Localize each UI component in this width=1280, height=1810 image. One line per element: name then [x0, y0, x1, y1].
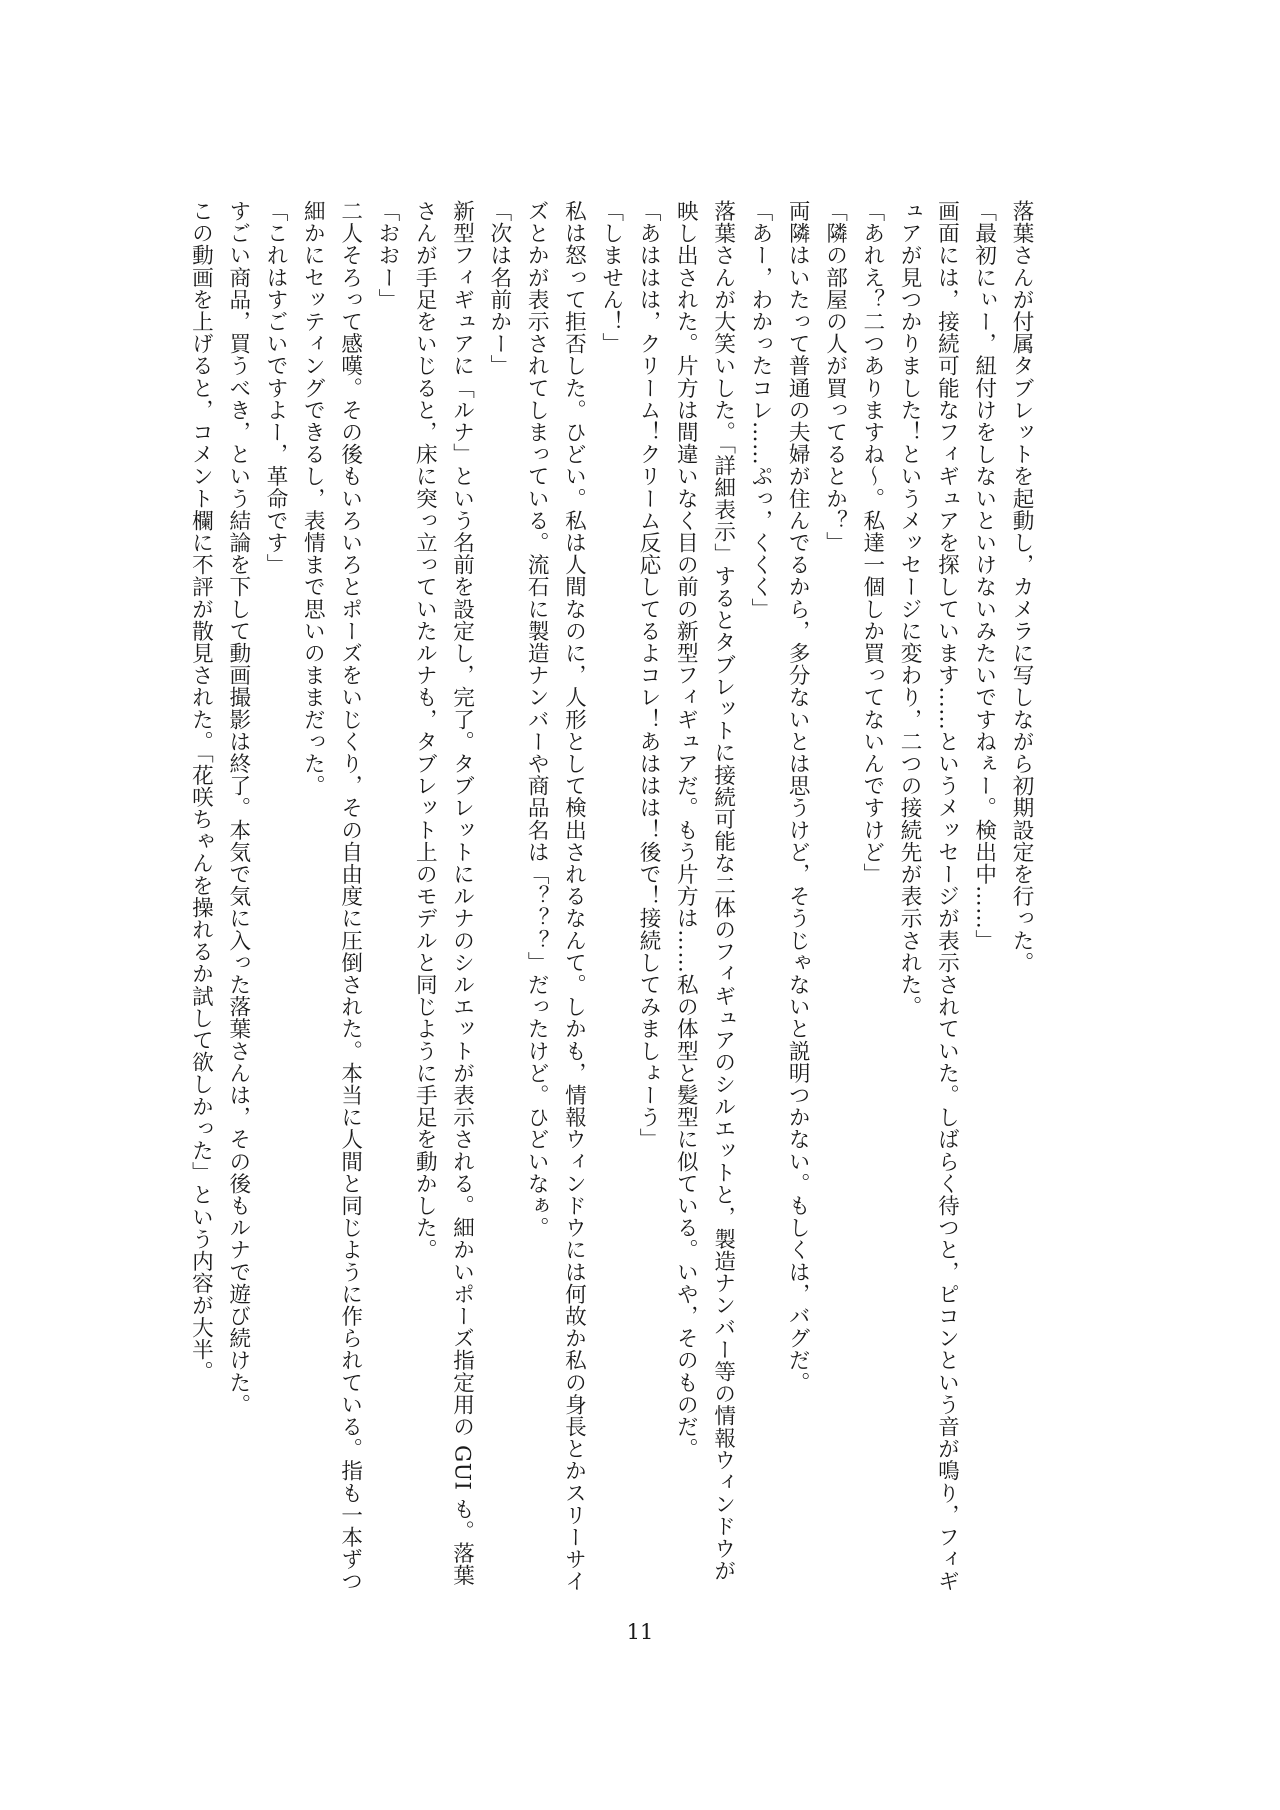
- text-line: 「あれえ？二つありますね～。私達一個しか買ってないんですけど」: [859, 200, 885, 886]
- text-line: 映し出された。片方は間違いなく目の前の新型フィギュアだ。もう片方は……私の体型と髪型に似ている。いや，そのものだ。: [673, 200, 699, 1460]
- text-line: 「隣の部屋の人が買ってるとか？」: [822, 200, 848, 554]
- text-line: 「次は名前かー」: [486, 200, 512, 377]
- text-line: 「しません！」: [598, 200, 624, 355]
- text-line: 「最初にぃー，紐付けをしないといけないみたいですねぇー。検出中……」: [971, 200, 997, 952]
- text-line: 「あははは，クリーム！クリーム反応してるよコレ！あははは！後で！接続してみましょーう」: [636, 200, 662, 1151]
- body-text: [182, 200, 1040, 1593]
- text-line: さんが手足をいじると，床に突っ立っていたルナも，タブレット上のモデルと同じように手足を動かした。: [412, 200, 438, 1261]
- text-line: 私は怒って拒否した。ひどい。私は人間なのに，人形として検出されるなんて。しかも，情報ウィンドウには何故か私の身長とかスリーサイ: [561, 200, 587, 1593]
- text-line: 落葉さんが大笑いした。「詳細表示」するとタブレットに接続可能な二体のフィギュアのシルエットと，製造ナンバー等の情報ウィンドウが: [710, 200, 736, 1582]
- text-line: 落葉さんが付属タブレットを起動し，カメラに写しながら初期設定を行った。: [1009, 200, 1034, 974]
- text-line: 両隣はいたって普通の夫婦が住んでるから，多分ないとは思うけど，そうじゃないと説明つかない。もしくは，バグだ。: [785, 200, 811, 1394]
- text-line: 細かにセッティングできるし，表情まで思いのままだった。: [300, 200, 326, 797]
- text-line: 新型フィギュアに「ルナ」という名前を設定し，完了。タブレットにルナのシルエットが表示される。細かいポーズ指定用の GUI も。落葉: [449, 200, 475, 1587]
- text-line: 「あー，わかったコレ……ぷっ，くくく」: [747, 200, 773, 620]
- text-line: 画面には，接続可能なフィギュアを探しています……というメッセージが表示されていた。しばらく待つと，ピコンという音が鳴り，フィギ: [934, 200, 960, 1593]
- text-line: この動画を上げると，コメント欄に不評が散見された。「花咲ちゃんを操れるか試して欲しかった」という内容が大半。: [188, 200, 214, 1383]
- text-line: 「おおー」: [374, 200, 400, 311]
- text-line: すごい商品，買うべき，という結論を下して動画撮影は終了。本気で気に入った落葉さんは，その後もルナで遊び続けた。: [225, 200, 251, 1416]
- text-line: 二人そろって感嘆。その後もいろいろとポーズをいじくり，その自由度に圧倒された。本当に人間と同じように作られている。指も一本ずつ: [337, 200, 363, 1593]
- page-number: 11: [626, 1620, 654, 1644]
- text-line: 「これはすごいですよー，革命です」: [263, 200, 289, 576]
- text-line: ュアが見つかりました！というメッセージに変わり，二つの接続先が表示された。: [897, 200, 923, 1018]
- text-line: ズとかが表示されてしまっている。流石に製造ナンバーや商品名は「？？？」だったけど。ひどいなぁ。: [524, 200, 550, 1239]
